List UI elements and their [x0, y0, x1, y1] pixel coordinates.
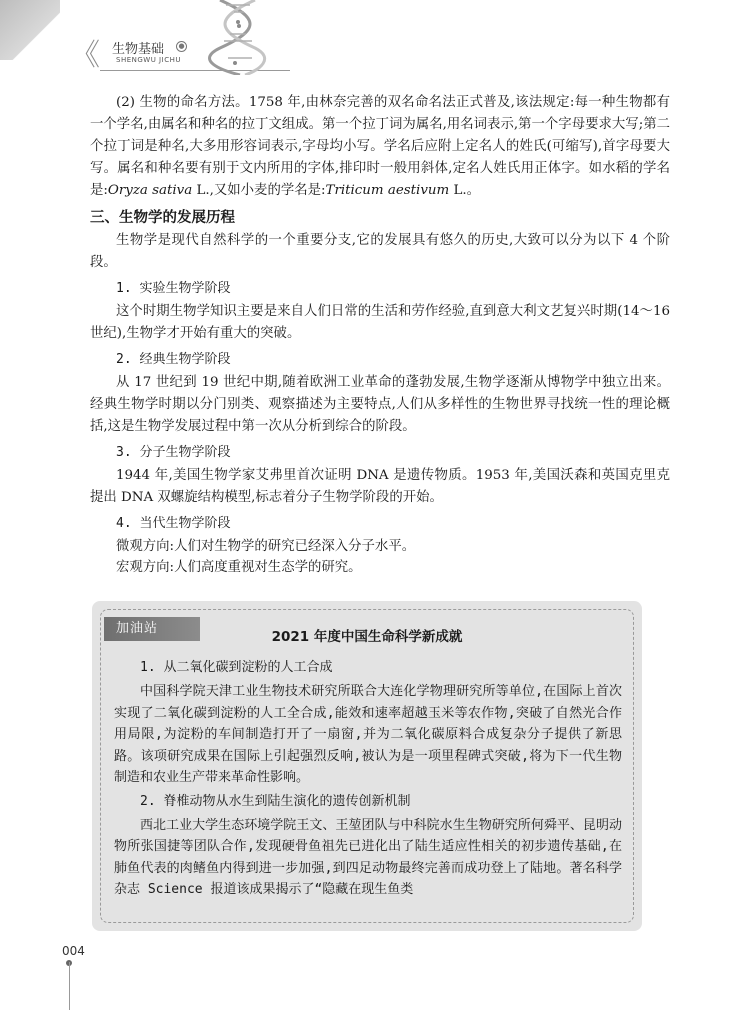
- sidebar-tag: 加油站: [104, 617, 200, 641]
- page-number-rule: [69, 962, 70, 1010]
- sidebar-box-title: 2021 年度中国生命科学新成就: [271, 629, 463, 645]
- page-number: 004: [62, 944, 85, 958]
- main-content: [90, 92, 670, 578]
- stage-2-text: 从 17 世纪到 19 世纪中期,随着欧洲工业革命的蓬勃发展,生物学逐渐从博物学中独立出来。经典生物学时期以分门别类、观察描述为主要特点,人们从多样性的生物世界寻找统一性的理论概括,这是生物学发展过程中第一次从分析到综合的阶段。: [90, 375, 670, 434]
- rice-scientific-name: Oryza sativa: [107, 183, 193, 198]
- stage-1-text: 这个时期生物学知识主要是来自人们日常的生活和劳作经验,直到意大利文艺复兴时期(14～16 世纪),生物学才开始有重大的突破。: [90, 304, 670, 341]
- stage-4-text-macro: 宏观方向:人们高度重视对生态学的研究。: [116, 560, 362, 575]
- stage-2-title: 2. 经典生物学阶段: [116, 352, 231, 367]
- corner-decoration: [0, 0, 60, 60]
- sidebar-item-1-title: 1. 从二氧化碳到淀粉的人工合成: [140, 660, 333, 675]
- naming-method-paragraph: (2) 生物的命名方法。1758 年,由林奈完善的双名命名法正式普及,该法规定:每一种生物都有一个学名,由属名和种名的拉丁文组成。第一个拉丁词为属名,用名词表示,第一个字母要求大写;第二个拉丁词是种名,大多用形容词表示,字母均小写。学名后应附上定名人的姓氏(可缩写),首字母要大写。属名和种名要有别于文内所用的字体,排印时一般用斜体,定名人姓氏用正体字。如水稻的学名是:Oryza sativa L.,又如小麦的学名是:Triticum aestivum L.。: [90, 95, 670, 198]
- dna-helix-icon: [200, 0, 280, 75]
- chevron-icon: 《: [70, 38, 94, 73]
- sidebar-item-1-text: 中国科学院天津工业生物技术研究所联合大连化学物理研究所等单位,在国际上首次实现了二氧化碳到淀粉的人工全合成,能效和速率超越玉米等农作物,突破了自然光合作用局限,为淀粉的车间制造打开了一扇窗,并为二氧化碳原料合成复杂分子提供了新思路。该项研究成果在国际上引起强烈反响,被认为是一项里程碑式突破,将为下一代生物制造和农业生产带来革命性影响。: [114, 684, 622, 785]
- section-intro: 生物学是现代自然科学的一个重要分支,它的发展具有悠久的历史,大致可以分为以下 4 个阶段。: [90, 233, 670, 270]
- header-dot-icon: ●: [176, 41, 187, 52]
- stage-4-title: 4. 当代生物学阶段: [116, 516, 231, 531]
- running-header-subtitle: SHENGWU JICHU: [116, 56, 181, 64]
- sidebar-box-content: [114, 655, 622, 901]
- stage-3-title: 3. 分子生物学阶段: [116, 445, 231, 460]
- stage-4-text-micro: 微观方向:人们对生物学的研究已经深入分子水平。: [116, 539, 416, 554]
- stage-1-title: 1. 实验生物学阶段: [116, 281, 231, 296]
- sidebar-item-2-text: 西北工业大学生态环境学院王文、王堃团队与中科院水生生物研究所何舜平、昆明动物所张国捷等团队合作,发现硬骨鱼祖先已进化出了陆生适应性相关的初步遗传基础,在肺鱼代表的肉鳍鱼内得到进一步加强,到四足动物最终完善而成功登上了陆地。著名科学杂志 Science 报道该成果揭示了“隐藏在现生鱼类: [114, 817, 622, 897]
- sidebar-box: [92, 601, 642, 931]
- sidebar-item-2-title: 2. 脊椎动物从水生到陆生演化的遗传创新机制: [140, 793, 411, 809]
- stage-3-text: 1944 年,美国生物学家艾弗里首次证明 DNA 是遗传物质。1953 年,美国沃森和英国克里克提出 DNA 双螺旋结构模型,标志着分子生物学阶段的开始。: [90, 468, 670, 505]
- wheat-scientific-name: Triticum aestivum: [325, 183, 450, 198]
- section-heading: 三、生物学的发展历程: [90, 210, 235, 226]
- running-header-title: 生物基础: [112, 42, 165, 57]
